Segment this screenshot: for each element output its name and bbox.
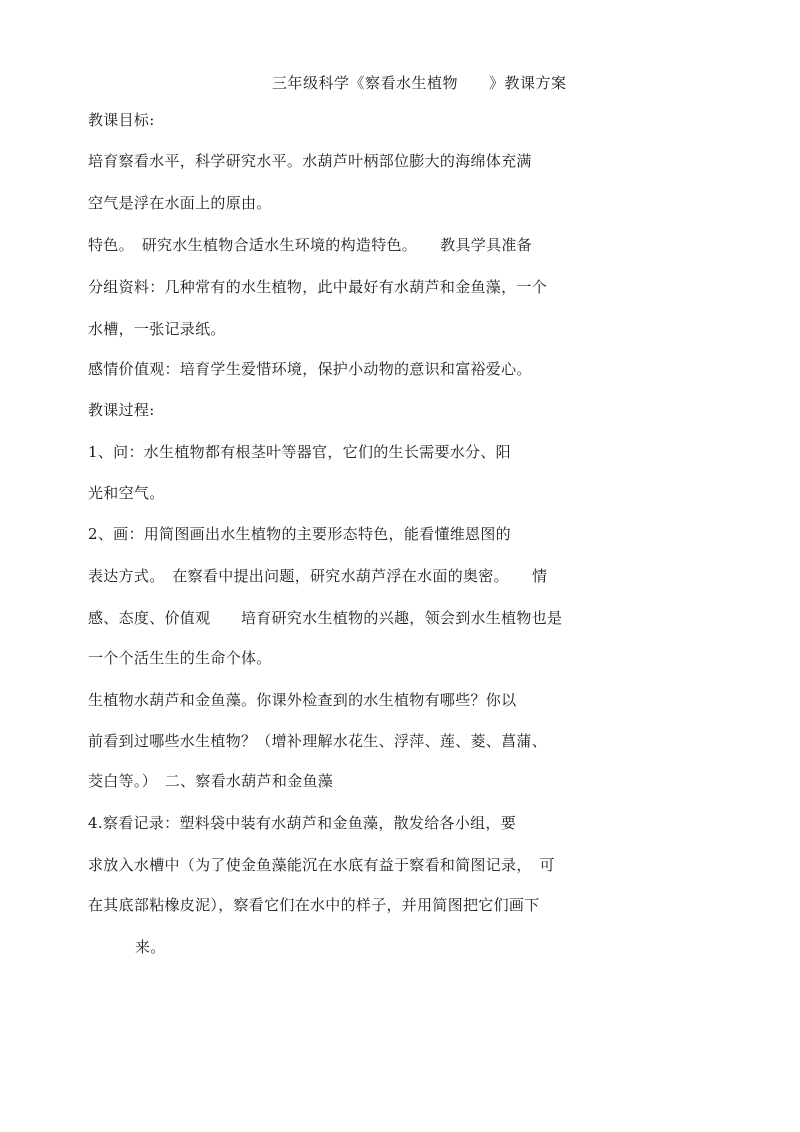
- text-line: 特色。 研究水生植物合适水生环境的构造特色。 教具学具准备: [88, 236, 533, 254]
- text-line: 来。: [135, 938, 166, 956]
- text-line: 光和空气。: [88, 484, 165, 502]
- text-line: 空气是浮在水面上的原由。: [88, 194, 272, 212]
- text-line: 2、画：用简图画出水生植物的主要形态特色，能看懂维恩图的: [88, 525, 511, 543]
- text-line: 教课过程:: [88, 401, 155, 419]
- text-line: 1、问：水生植物都有根茎叶等器官，它们的生长需要水分、阳: [88, 443, 511, 461]
- text-line: 前看到过哪些水生植物？（增补理解水花生、浮萍、莲、菱、菖蒲、: [88, 732, 548, 750]
- text-line: 生植物水葫芦和金鱼藻。你课外检查到的水生植物有哪些？你以: [88, 691, 517, 709]
- document-title: 三年级科学《察看水生植物 》教课方案: [272, 74, 567, 92]
- text-line: 求放入水槽中（为了使金鱼藻能沉在水底有益于察看和简图记录， 可: [88, 856, 555, 874]
- text-line: 感、态度、价值观 培育研究水生植物的兴趣，领会到水生植物也是: [88, 609, 563, 627]
- text-line: 培育察看水平，科学研究水平。水葫芦叶柄部位膨大的海绵体充满: [88, 152, 532, 170]
- text-line: 4.察看记录：塑料袋中装有水葫芦和金鱼藻，散发给各小组，要: [88, 814, 517, 832]
- text-line: 水槽，一张记录纸。: [88, 320, 226, 338]
- text-line: 在其底部粘橡皮泥），察看它们在水中的样子，并用简图把它们画下: [88, 896, 540, 914]
- text-line: 感情价值观：培育学生爱惜环境，保护小动物的意识和富裕爱心。: [88, 360, 532, 378]
- text-line: 一个个活生生的生命个体。: [88, 649, 272, 667]
- text-line: 分组资料：几种常有的水生植物，此中最好有水葫芦和金鱼藻，一个: [88, 278, 548, 296]
- text-line: 教课目标:: [88, 111, 155, 129]
- text-line: 表达方式。 在察看中提出问题，研究水葫芦浮在水面的奥密。 情: [88, 567, 548, 585]
- text-line: 茭白等。） 二、察看水葫芦和金鱼藻: [88, 772, 334, 790]
